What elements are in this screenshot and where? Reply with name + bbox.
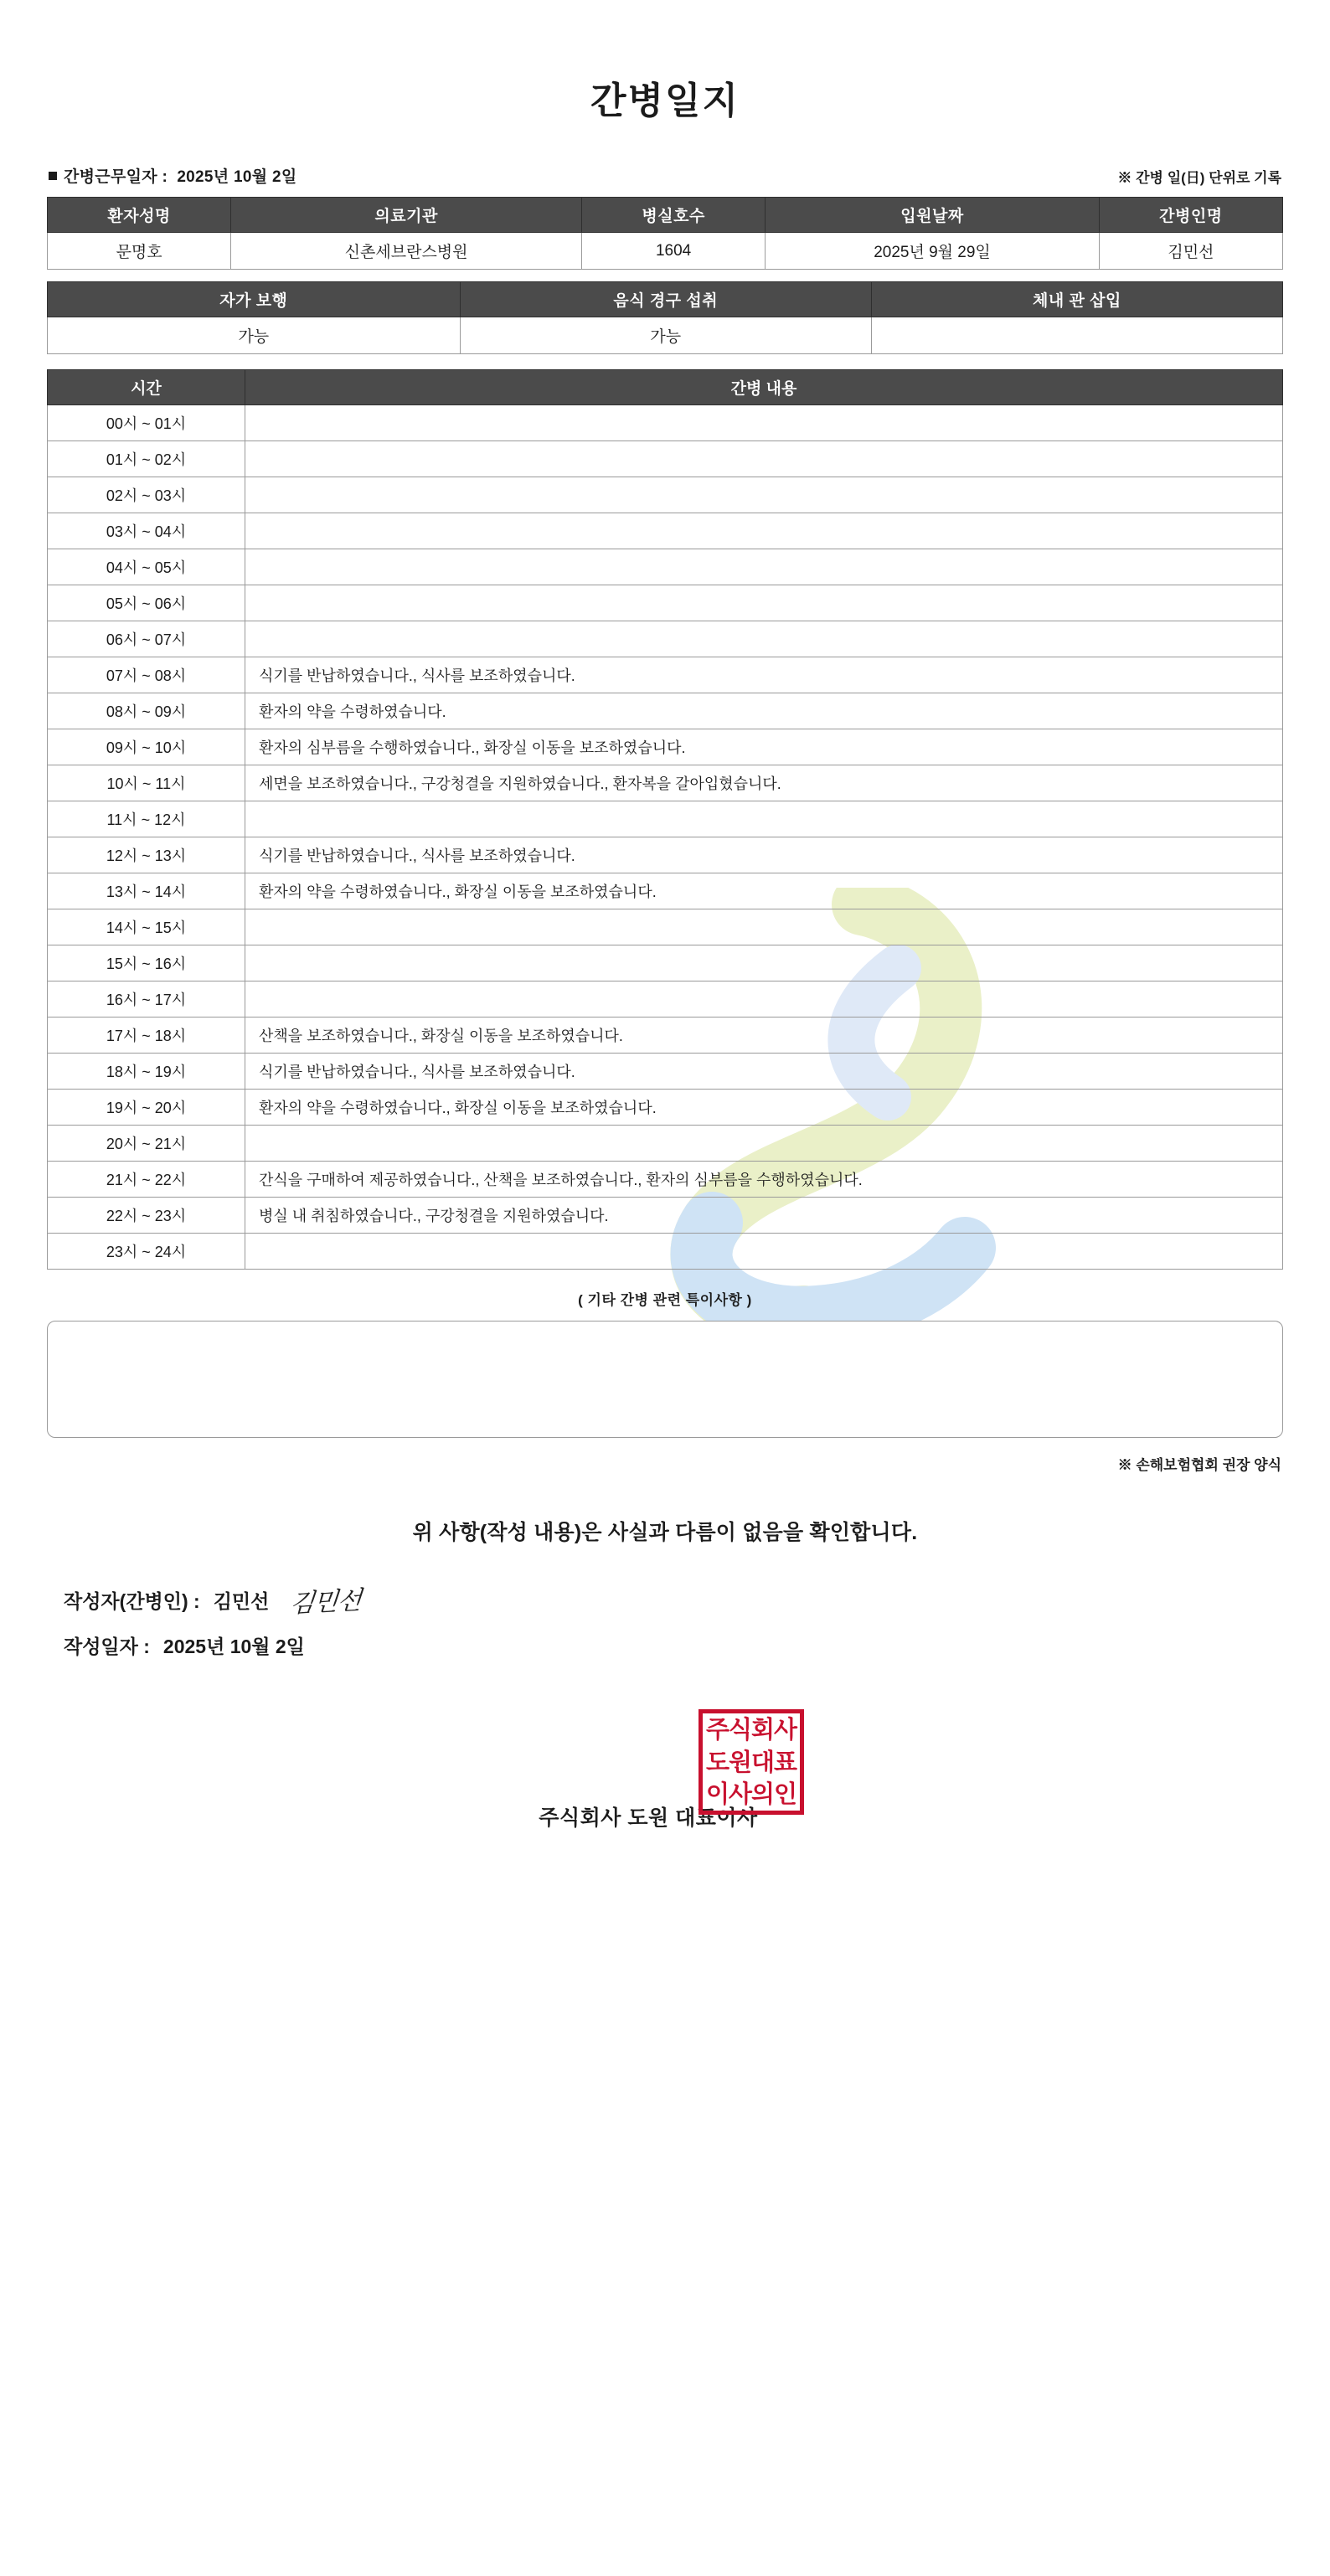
company-seal-stamp-icon <box>699 1709 804 1815</box>
company-name: 주식회사 도원 대표이사 <box>539 1806 758 1830</box>
log-time: 11시 ~ 12시 <box>48 801 245 837</box>
log-time: 19시 ~ 20시 <box>48 1090 245 1126</box>
log-time: 23시 ~ 24시 <box>48 1234 245 1270</box>
table-row <box>48 729 1283 765</box>
log-time: 07시 ~ 08시 <box>48 657 245 693</box>
value-self-walking: 가능 <box>48 317 461 354</box>
header-admission-date: 입원날짜 <box>766 198 1100 233</box>
log-note: 환자의 약을 수령하였습니다., 화장실 이동을 보조하였습니다. <box>245 1090 1283 1126</box>
log-note <box>245 621 1283 657</box>
hourly-log-body <box>48 405 1283 1270</box>
header-self-walking: 자가 보행 <box>48 282 461 317</box>
header-care-content: 간병 내용 <box>245 370 1283 405</box>
log-note <box>245 981 1283 1018</box>
log-note <box>245 549 1283 585</box>
table-row <box>48 317 1283 354</box>
header-caregiver-name: 간병인명 <box>1099 198 1282 233</box>
table-row <box>48 909 1283 945</box>
table-header-row <box>48 282 1283 317</box>
log-time: 03시 ~ 04시 <box>48 513 245 549</box>
stamp-line-2: 도원대표 <box>705 1747 797 1776</box>
value-oral-intake: 가능 <box>460 317 871 354</box>
value-admission-date: 2025년 9월 29일 <box>766 233 1100 270</box>
table-row <box>48 513 1283 549</box>
table-row <box>48 945 1283 981</box>
work-date <box>49 164 297 187</box>
table-row <box>48 441 1283 477</box>
author-name: 김민선 <box>213 1589 270 1612</box>
header-internal-tube: 체내 관 삽입 <box>871 282 1282 317</box>
table-row <box>48 477 1283 513</box>
unit-note: ※ 간병 일(日) 단위로 기록 <box>1117 170 1281 186</box>
header-patient-name: 환자성명 <box>48 198 231 233</box>
table-header-row <box>48 198 1283 233</box>
header-oral-intake: 음식 경구 섭취 <box>460 282 871 317</box>
log-time: 16시 ~ 17시 <box>48 981 245 1018</box>
log-note: 간식을 구매하여 제공하였습니다., 산책을 보조하였습니다., 환자의 심부름을 수행하였습니다. <box>245 1162 1283 1198</box>
hourly-log-table <box>47 369 1283 1270</box>
author-signature: 김민선 <box>289 1585 363 1620</box>
log-time: 08시 ~ 09시 <box>48 693 245 729</box>
bullet-square-icon <box>49 172 57 180</box>
log-note <box>245 585 1283 621</box>
log-note <box>245 405 1283 441</box>
log-time: 12시 ~ 13시 <box>48 837 245 873</box>
value-patient-name: 문명호 <box>48 233 231 270</box>
table-row <box>48 801 1283 837</box>
log-time: 04시 ~ 05시 <box>48 549 245 585</box>
company-signature-row <box>47 1666 1283 1867</box>
log-time: 22시 ~ 23시 <box>48 1198 245 1234</box>
table-row <box>48 405 1283 441</box>
log-note: 환자의 약을 수령하였습니다., 화장실 이동을 보조하였습니다. <box>245 873 1283 909</box>
confirmation-statement: 위 사항(작성 내용)은 사실과 다름이 없음을 확인합니다. <box>412 1521 918 1544</box>
table-row <box>48 1018 1283 1054</box>
table-row <box>48 1126 1283 1162</box>
log-note <box>245 1234 1283 1270</box>
date-label: 작성일자 : <box>64 1636 150 1657</box>
log-note <box>245 1126 1283 1162</box>
log-note: 식기를 반납하였습니다., 식사를 보조하였습니다. <box>245 657 1283 693</box>
table-header-row <box>48 370 1283 405</box>
log-time: 10시 ~ 11시 <box>48 765 245 801</box>
table-row <box>48 765 1283 801</box>
table-row <box>48 1234 1283 1270</box>
author-label: 작성자(간병인) : <box>64 1589 200 1612</box>
log-time: 00시 ~ 01시 <box>48 405 245 441</box>
date-value: 2025년 10월 2일 <box>162 1636 305 1657</box>
value-hospital: 신촌세브란스병원 <box>231 233 582 270</box>
log-time: 05시 ~ 06시 <box>48 585 245 621</box>
log-note <box>245 441 1283 477</box>
meta-row <box>47 132 1283 197</box>
log-time: 14시 ~ 15시 <box>48 909 245 945</box>
log-note: 환자의 심부름을 수행하였습니다., 화장실 이동을 보조하였습니다. <box>245 729 1283 765</box>
log-time: 18시 ~ 19시 <box>48 1054 245 1090</box>
log-time: 20시 ~ 21시 <box>48 1126 245 1162</box>
mobility-info-table <box>47 281 1283 354</box>
log-time: 02시 ~ 03시 <box>48 477 245 513</box>
table-row <box>48 233 1283 270</box>
log-time: 01시 ~ 02시 <box>48 441 245 477</box>
header-room-number: 병실호수 <box>582 198 766 233</box>
patient-info-table <box>47 197 1283 270</box>
special-notes-box[interactable] <box>47 1321 1283 1438</box>
table-row <box>48 1090 1283 1126</box>
page-title: 간병일지 <box>590 80 740 121</box>
table-row <box>48 693 1283 729</box>
log-note: 세면을 보조하였습니다., 구강청결을 지원하였습니다., 환자복을 갈아입혔습니다. <box>245 765 1283 801</box>
log-note <box>245 801 1283 837</box>
value-room-number: 1604 <box>582 233 766 270</box>
date-line <box>47 1625 1283 1666</box>
table-row <box>48 981 1283 1018</box>
log-note: 병실 내 취침하였습니다., 구강청결을 지원하였습니다. <box>245 1198 1283 1234</box>
log-time: 13시 ~ 14시 <box>48 873 245 909</box>
log-note: 식기를 반납하였습니다., 식사를 보조하였습니다. <box>245 837 1283 873</box>
table-row <box>48 657 1283 693</box>
log-time: 21시 ~ 22시 <box>48 1162 245 1198</box>
value-internal-tube <box>871 317 1282 354</box>
log-note <box>245 909 1283 945</box>
log-time: 06시 ~ 07시 <box>48 621 245 657</box>
header-time: 시간 <box>48 370 245 405</box>
table-row <box>48 585 1283 621</box>
log-note: 환자의 약을 수령하였습니다. <box>245 693 1283 729</box>
special-notes-caption: ( 기타 간병 관련 특이사항 ) <box>578 1292 752 1308</box>
value-caregiver-name: 김민선 <box>1099 233 1282 270</box>
log-note: 식기를 반납하였습니다., 식사를 보조하였습니다. <box>245 1054 1283 1090</box>
log-note <box>245 477 1283 513</box>
stamp-line-1: 주식회사 <box>705 1715 797 1744</box>
stamp-line-3: 이사의인 <box>705 1780 797 1809</box>
work-date-value: 2025년 10월 2일 <box>177 168 297 186</box>
table-row <box>48 1198 1283 1234</box>
table-row <box>48 1054 1283 1090</box>
log-note <box>245 945 1283 981</box>
association-note: ※ 손해보험협회 권장 양식 <box>1117 1457 1281 1473</box>
log-note <box>245 513 1283 549</box>
table-row <box>48 873 1283 909</box>
table-row <box>48 1162 1283 1198</box>
work-date-label: 간병근무일자 : <box>64 168 168 186</box>
log-time: 17시 ~ 18시 <box>48 1018 245 1054</box>
header-hospital: 의료기관 <box>231 198 582 233</box>
table-row <box>48 837 1283 873</box>
log-note: 산책을 보조하였습니다., 화장실 이동을 보조하였습니다. <box>245 1018 1283 1054</box>
table-row <box>48 621 1283 657</box>
author-line <box>47 1574 1283 1625</box>
log-time: 15시 ~ 16시 <box>48 945 245 981</box>
table-row <box>48 549 1283 585</box>
log-time: 09시 ~ 10시 <box>48 729 245 765</box>
